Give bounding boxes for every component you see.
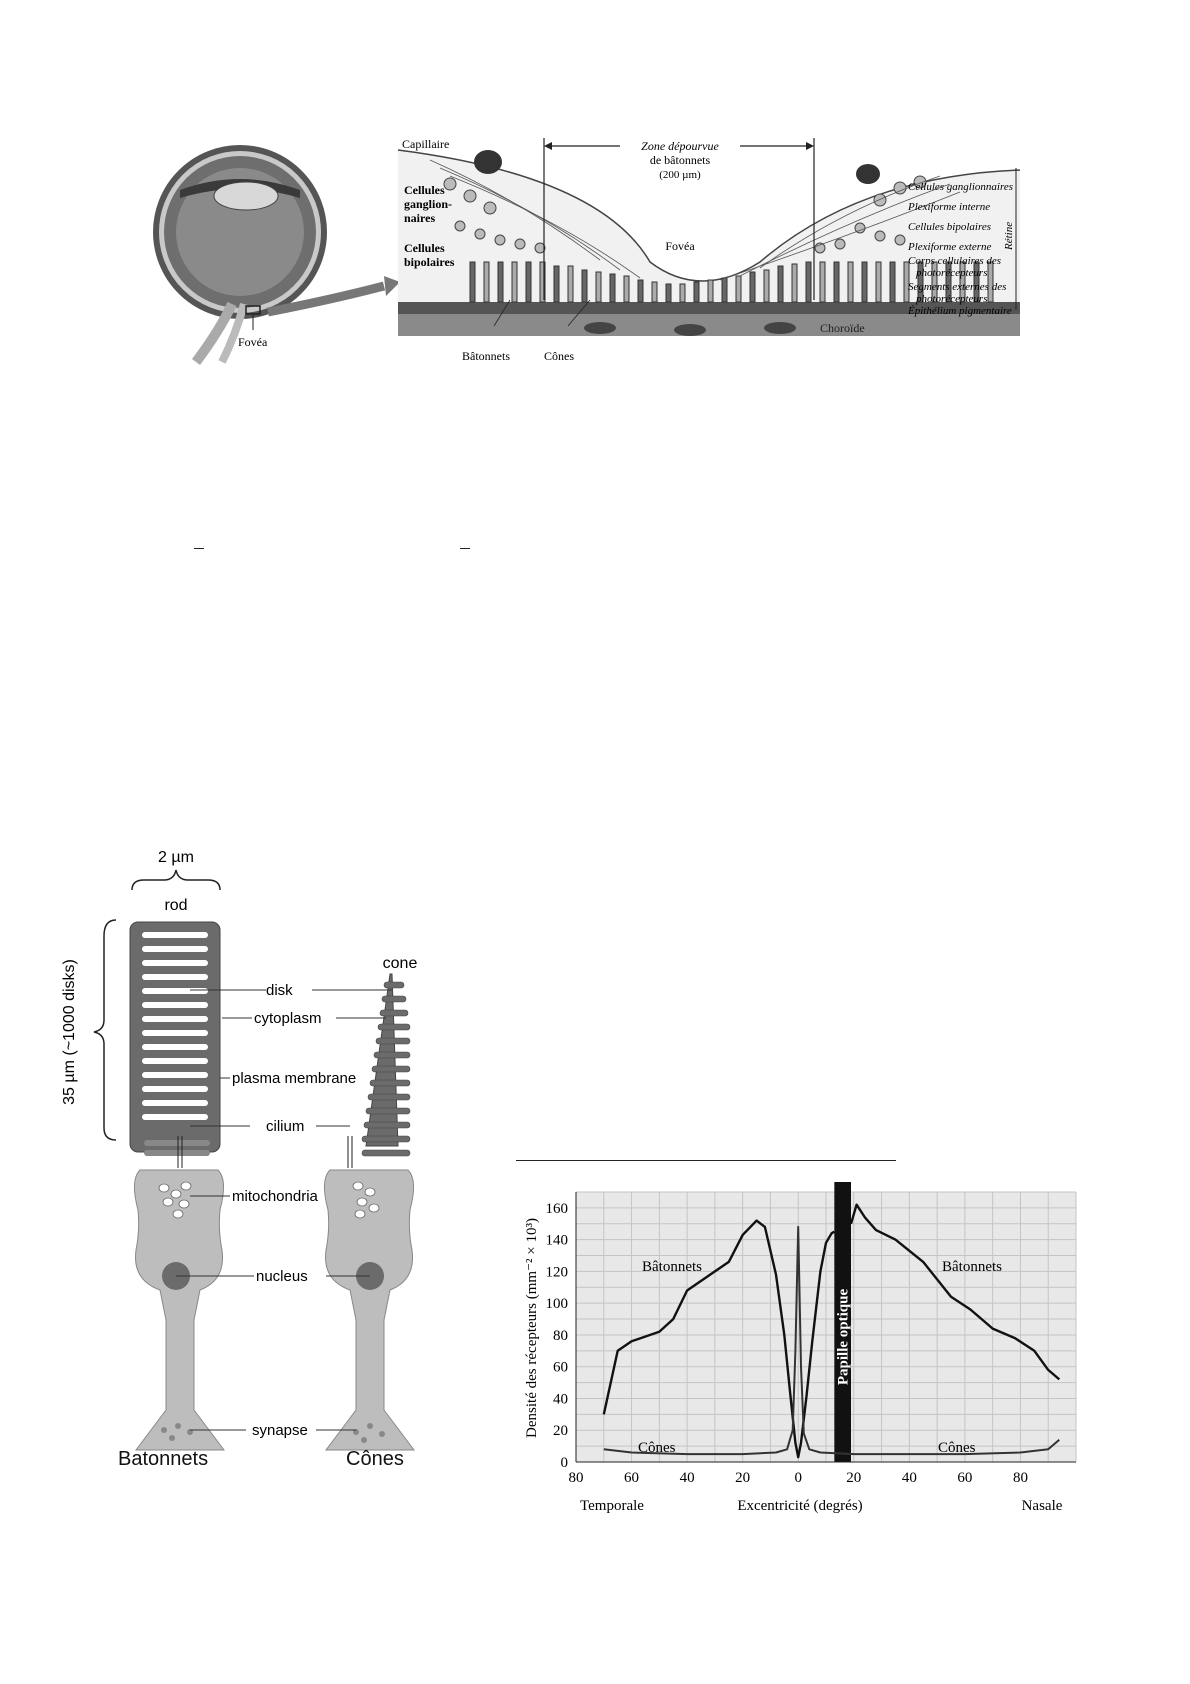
series-label-cones-right: Cônes bbox=[938, 1440, 976, 1456]
layer-label: Cellules ganglionnaires bbox=[908, 181, 1014, 193]
layer-label: photorécepteurs bbox=[916, 293, 988, 305]
x-tick-label: 60 bbox=[624, 1470, 640, 1486]
x-tick-label: 40 bbox=[679, 1470, 695, 1486]
x-tick-label: 60 bbox=[957, 1470, 973, 1486]
length-label: 35 µm (~1000 disks) bbox=[61, 959, 78, 1105]
separator-rule bbox=[516, 1160, 896, 1161]
rod-label: rod bbox=[164, 897, 188, 914]
series-label-batonnets-left: Bâtonnets bbox=[642, 1259, 702, 1275]
part-synapse: synapse bbox=[252, 1422, 308, 1439]
y-tick-label: 100 bbox=[545, 1296, 568, 1313]
part-disk: disk bbox=[266, 982, 293, 999]
caption-cone: Cônes bbox=[346, 1448, 404, 1470]
rod-cell bbox=[130, 922, 224, 1450]
label-ganglion-1: Cellules bbox=[404, 183, 445, 197]
y-tick-label: 60 bbox=[553, 1359, 568, 1376]
label-ganglion-2: ganglion- bbox=[404, 197, 453, 211]
x-side-temporale: Temporale bbox=[580, 1498, 644, 1514]
label-capillaire: Capillaire bbox=[402, 137, 450, 151]
width-label: 2 µm bbox=[158, 850, 194, 866]
part-mitochondria: mitochondria bbox=[232, 1188, 318, 1205]
y-axis-label: Densité des récepteurs (mm⁻² × 10³) bbox=[524, 1218, 540, 1438]
y-tick-label: 160 bbox=[545, 1200, 568, 1217]
retine-label: Rétine bbox=[1003, 221, 1015, 250]
part-plasma-membrane: plasma membrane bbox=[232, 1070, 357, 1087]
layer-label: Plexiforme externe bbox=[908, 241, 992, 253]
zone-label-2: de bâtonnets bbox=[649, 153, 711, 167]
layer-label: Plexiforme interne bbox=[908, 201, 991, 213]
layer-label: Corps cellulaires des bbox=[908, 255, 1002, 267]
dash-mark-2 bbox=[460, 548, 470, 549]
series-label-batonnets-right: Bâtonnets bbox=[942, 1259, 1002, 1275]
x-tick-label: 80 bbox=[568, 1470, 584, 1486]
cone-label: cone bbox=[382, 955, 418, 972]
y-tick-label: 20 bbox=[553, 1423, 568, 1440]
part-nucleus: nucleus bbox=[256, 1268, 308, 1285]
x-tick-label: 80 bbox=[1012, 1470, 1028, 1486]
layer-label: Cellules bipolaires bbox=[908, 221, 992, 233]
y-tick-label: 0 bbox=[560, 1455, 568, 1471]
y-tick-label: 120 bbox=[545, 1264, 568, 1281]
series-label-cones-left: Cônes bbox=[638, 1440, 676, 1456]
y-tick-label: 140 bbox=[545, 1232, 568, 1249]
zone-label-3: (200 µm) bbox=[659, 169, 701, 181]
cell-figure bbox=[40, 850, 460, 1490]
label-bipolaires-1: Cellules bbox=[404, 241, 445, 255]
fovea-label: Fovéa bbox=[665, 239, 695, 253]
layer-label: Segments externes des bbox=[908, 281, 1007, 293]
x-axis-label: Excentricité (degrés) bbox=[737, 1498, 863, 1514]
blind-spot-label: Papille optique bbox=[835, 1288, 852, 1386]
layer-label: photorécepteurs bbox=[916, 267, 988, 279]
part-cytoplasm: cytoplasm bbox=[254, 1010, 322, 1027]
label-cones: Cônes bbox=[544, 349, 574, 363]
x-tick-label: 20 bbox=[846, 1470, 862, 1486]
caption-rod: Batonnets bbox=[118, 1448, 209, 1470]
x-tick-label: 0 bbox=[794, 1470, 802, 1486]
label-batonnets: Bâtonnets bbox=[462, 349, 510, 363]
y-tick-label: 80 bbox=[553, 1327, 568, 1344]
x-tick-label: 40 bbox=[901, 1470, 917, 1486]
x-side-nasale: Nasale bbox=[1021, 1498, 1063, 1514]
part-cilium: cilium bbox=[266, 1118, 305, 1135]
choroide-label: Choroïde bbox=[820, 321, 865, 335]
eye-illustration bbox=[156, 148, 324, 362]
layer-label: Épithélium pigmentaire bbox=[908, 305, 1012, 317]
eye-fovea-label: Fovéa bbox=[238, 335, 268, 349]
label-ganglion-3: naires bbox=[404, 211, 436, 225]
cone-cell bbox=[324, 974, 414, 1450]
label-bipolaires-2: bipolaires bbox=[404, 255, 455, 269]
dash-mark-1 bbox=[194, 548, 204, 549]
y-tick-label: 40 bbox=[553, 1391, 568, 1408]
density-chart bbox=[514, 1180, 1084, 1520]
x-tick-label: 20 bbox=[735, 1470, 751, 1486]
retina-figure bbox=[0, 0, 1190, 380]
zone-label-1: Zone dépourvue bbox=[641, 139, 719, 153]
